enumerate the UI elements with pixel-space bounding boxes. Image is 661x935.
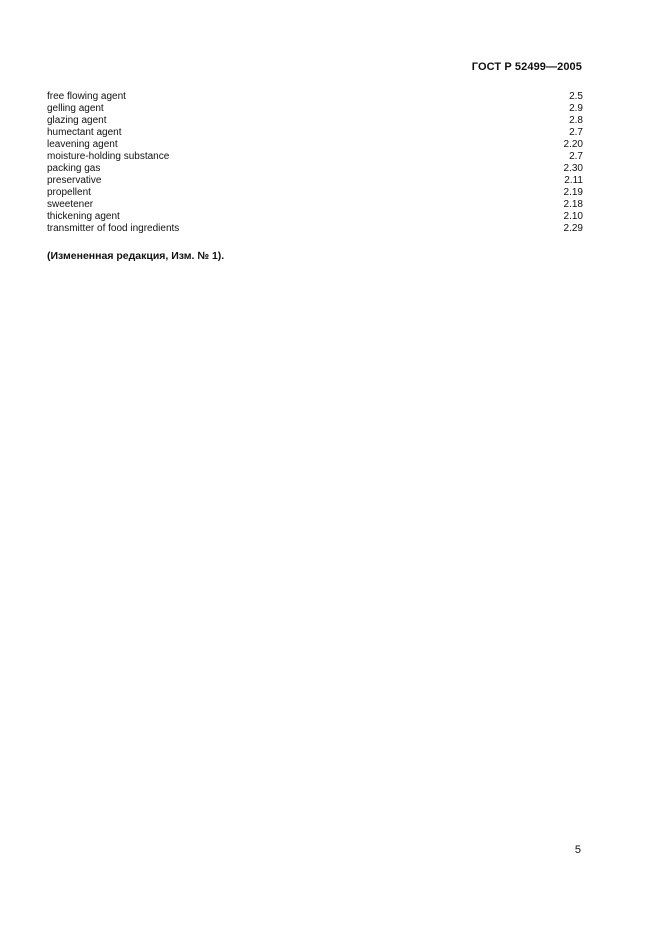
index-term: moisture-holding substance [47,151,170,162]
index-row [47,175,583,187]
index-row [47,151,583,163]
amendment-note: (Измененная редакция, Изм. № 1). [47,250,225,262]
index-ref: 2.19 [563,187,583,198]
index-term: propellent [47,187,91,198]
index-ref: 2.10 [563,211,583,222]
index-row [47,187,583,199]
index-ref: 2.18 [563,199,583,210]
index-row [47,91,583,103]
index-ref: 2.29 [563,223,583,234]
index-term: preservative [47,175,102,186]
index-row [47,163,583,175]
index-term: leavening agent [47,139,118,150]
index-ref: 2.9 [569,103,583,114]
index-row [47,199,583,211]
index-term: packing gas [47,163,101,174]
index-term: gelling agent [47,103,104,114]
index-row [47,139,583,151]
index-ref: 2.8 [569,115,583,126]
index-row [47,223,583,235]
index-ref: 2.11 [564,175,583,186]
document-header-standard-id: ГОСТ Р 52499—2005 [471,61,582,73]
index-term: sweetener [47,199,94,210]
index-term: thickening agent [47,211,120,222]
index-term: humectant agent [47,127,122,138]
index-ref: 2.30 [563,163,583,174]
index-row [47,127,583,139]
index-ref: 2.20 [563,139,583,150]
page-number: 5 [574,844,581,856]
index-ref: 2.7 [569,127,583,138]
index-term: free flowing agent [47,91,126,102]
index-ref: 2.5 [569,91,583,102]
index-ref: 2.7 [569,151,583,162]
index-term: glazing agent [47,115,107,126]
index-term: transmitter of food ingredients [47,223,180,234]
index-row [47,115,583,127]
index-row [47,103,583,115]
index-row [47,211,583,223]
english-terms-index [47,91,583,235]
